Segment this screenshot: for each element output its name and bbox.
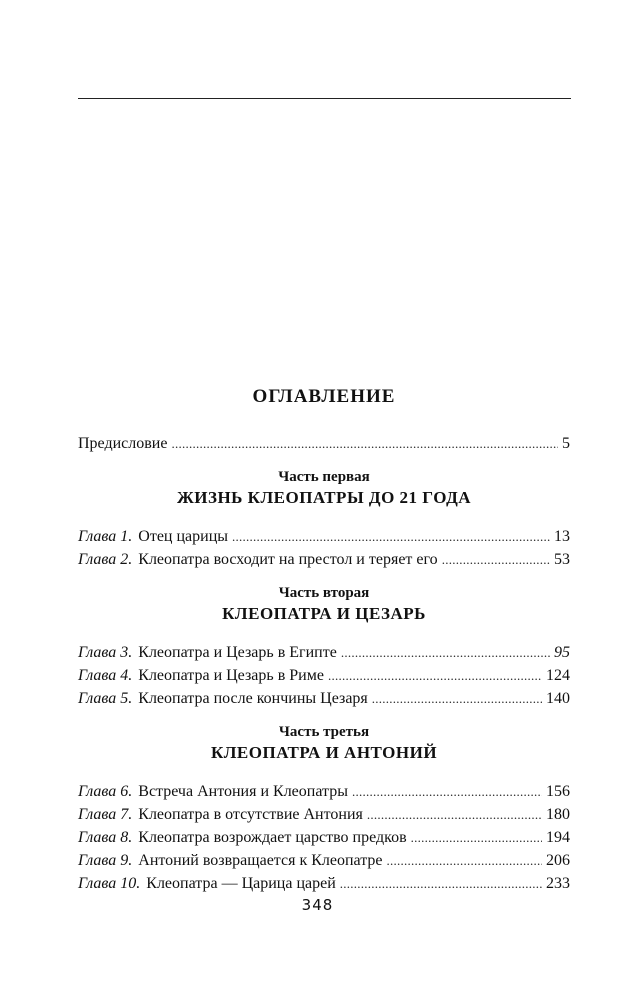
entry-title: Клеопатра и Цезарь в Риме: [138, 667, 324, 684]
top-rule: [78, 98, 571, 99]
toc-entry-chapter[interactable]: [78, 872, 570, 895]
part-title: КЛЕОПАТРА И АНТОНИЙ: [210, 743, 438, 762]
dot-leader: [387, 849, 542, 872]
entry-page: 124: [546, 667, 570, 684]
entry-page: 194: [546, 829, 570, 846]
part-number: Часть вторая: [278, 585, 370, 601]
toc-entry-chapter[interactable]: [78, 664, 570, 687]
entry-page: 53: [554, 551, 570, 568]
chapter-prefix: Глава 10.: [78, 875, 141, 892]
toc-entry-chapter[interactable]: [78, 849, 570, 872]
toc-entry-preface[interactable]: [78, 432, 570, 455]
entry-page: 95: [554, 644, 570, 661]
dot-leader: [341, 641, 550, 664]
dot-leader: [372, 687, 542, 710]
entry-title: Клеопатра и Цезарь в Египте: [138, 644, 337, 661]
entry-page: 13: [554, 528, 570, 545]
chapter-prefix: Глава 7.: [78, 806, 133, 823]
dot-leader: [232, 525, 550, 548]
part-heading: [78, 722, 570, 764]
chapter-prefix: Глава 8.: [78, 829, 133, 846]
chapter-prefix: Глава 2.: [78, 551, 133, 568]
entry-page: 156: [546, 783, 570, 800]
toc-entry-chapter[interactable]: [78, 548, 570, 571]
toc-entry-chapter[interactable]: [78, 525, 570, 548]
dot-leader: [442, 548, 550, 571]
entry-title: Клеопатра — Царица царей: [146, 875, 336, 892]
chapter-prefix: Глава 1.: [78, 528, 133, 545]
part-title: КЛЕОПАТРА И ЦЕЗАРЬ: [222, 604, 426, 623]
chapter-prefix: Глава 4.: [78, 667, 133, 684]
page-number: 348: [301, 896, 334, 914]
dot-leader: [411, 826, 542, 849]
entry-page: 5: [562, 435, 570, 452]
dot-leader: [352, 780, 542, 803]
entry-title: Клеопатра после кончины Цезаря: [138, 690, 368, 707]
part-number: Часть третья: [278, 724, 370, 740]
entry-title: Клеопатра в отсутствие Антония: [138, 806, 363, 823]
dot-leader: [328, 664, 542, 687]
entry-title: Антоний возвращается к Клеопатре: [138, 852, 383, 869]
chapter-prefix: Глава 3.: [78, 644, 133, 661]
entry-title: Отец царицы: [138, 528, 229, 545]
toc-entry-chapter[interactable]: [78, 780, 570, 803]
part-title: ЖИЗНЬ КЛЕОПАТРЫ ДО 21 ГОДА: [176, 488, 472, 507]
part-number: Часть первая: [278, 469, 370, 485]
chapter-prefix: Глава 6.: [78, 783, 133, 800]
entry-title: Клеопатра восходит на престол и теряет его: [138, 551, 438, 568]
entry-page: 180: [546, 806, 570, 823]
toc-entry-chapter[interactable]: [78, 826, 570, 849]
toc-entry-chapter[interactable]: [78, 687, 570, 710]
toc-entry-chapter[interactable]: [78, 641, 570, 664]
chapter-prefix: Глава 5.: [78, 690, 133, 707]
part-heading: [78, 583, 570, 625]
table-of-contents: [78, 386, 570, 895]
dot-leader: [171, 432, 558, 455]
chapter-prefix: Глава 9.: [78, 852, 133, 869]
entry-page: 206: [546, 852, 570, 869]
entry-title: Клеопатра возрождает царство предков: [138, 829, 407, 846]
toc-title: ОГЛАВЛЕНИЕ: [252, 386, 396, 407]
toc-entry-chapter[interactable]: [78, 803, 570, 826]
entry-title: Встреча Антония и Клеопатры: [138, 783, 348, 800]
dot-leader: [340, 872, 542, 895]
entry-page: 233: [546, 875, 570, 892]
dot-leader: [367, 803, 542, 826]
entry-page: 140: [546, 690, 570, 707]
entry-title: Предисловие: [78, 435, 168, 452]
part-heading: [78, 467, 570, 509]
